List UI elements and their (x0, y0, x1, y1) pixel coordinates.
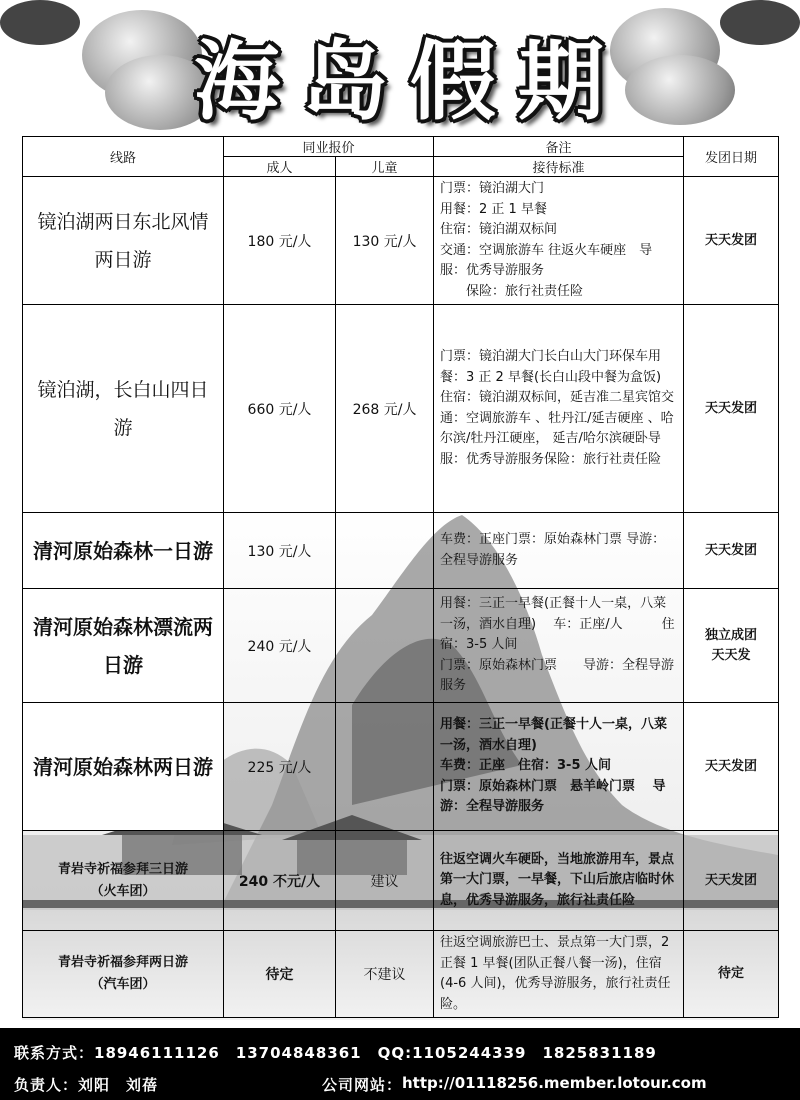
child-price (336, 589, 434, 703)
table-row (23, 305, 779, 513)
header-banner (0, 0, 800, 135)
header-notes: 接待标准 (434, 157, 684, 177)
header-route: 线路 (23, 137, 224, 177)
contact-info: 联系方式：18946111126 13704848361 QQ:1105244339 1825831189 (14, 1044, 657, 1062)
route-name: 镜泊湖两日东北风情两日游 (23, 177, 224, 305)
child-price: 不建议 (336, 931, 434, 1018)
reception-standard: 门票：镜泊湖大门 用餐：2 正 1 早餐 住宿：镜泊湖双标间 交通：空调旅游车 往返火车硬座 导服：优秀导游服务 保险：旅行社责任险 (434, 177, 684, 305)
page-title: 海岛假期 (194, 32, 626, 132)
website-link[interactable]: http://01118256.member.lotour.com (402, 1074, 707, 1092)
adult-price: 240 不元/人 (224, 831, 336, 931)
reception-standard: 门票：镜泊湖大门长白山大门环保车用餐：3 正 2 早餐(长白山段中餐为盒饭) 住宿：镜泊湖双标间，延吉准二星宾馆交通：空调旅游车 、牡丹江/延吉硬座 、哈尔滨/牡丹江硬座， 延吉/哈尔滨硬卧导服：优秀导游服务保险：旅行社责任险 (434, 305, 684, 513)
table-row (23, 513, 779, 589)
reception-standard: 车费：正座门票：原始森林门票 导游：全程导游服务 (434, 513, 684, 589)
adult-price: 180 元/人 (224, 177, 336, 305)
cloud-decoration-top-right (720, 0, 800, 45)
route-name: 青岩寺祈福参拜三日游 （火车团） (23, 831, 224, 931)
table-row (23, 931, 779, 1018)
departure-date: 天天发团 (684, 305, 779, 513)
adult-price: 130 元/人 (224, 513, 336, 589)
manager-info: 负责人：刘阳 刘蓓 (14, 1076, 159, 1094)
departure-date: 天天发团 (684, 177, 779, 305)
footer-contact-bar (0, 1028, 800, 1100)
table-row (23, 831, 779, 931)
route-name: 清河原始森林漂流两日游 (23, 589, 224, 703)
route-name: 镜泊湖，长白山四日游 (23, 305, 224, 513)
adult-price: 240 元/人 (224, 589, 336, 703)
reception-standard: 往返空调旅游巴士、景点第一大门票，2 正餐 1 早餐(团队正餐八餐一汤)，住宿(4-6 人间)，优秀导游服务，旅行社责任险。 (434, 931, 684, 1018)
adult-price: 225 元/人 (224, 703, 336, 831)
header-notes-group: 备注 (434, 137, 684, 157)
table-row (23, 177, 779, 305)
header-price-group: 同业报价 (224, 137, 434, 157)
departure-date: 独立成团 天天发 (684, 589, 779, 703)
route-name: 清河原始森林两日游 (23, 703, 224, 831)
route-name: 青岩寺祈福参拜两日游 （汽车团） (23, 931, 224, 1018)
child-price: 268 元/人 (336, 305, 434, 513)
table-row (23, 703, 779, 831)
child-price: 建议 (336, 831, 434, 931)
departure-date: 天天发团 (684, 831, 779, 931)
website-label: 公司网站： (322, 1076, 403, 1094)
reception-standard: 往返空调火车硬卧，当地旅游用车，景点第一大门票，一早餐，下山后旅店临时休息，优秀导游服务，旅行社责任险 (434, 831, 684, 931)
child-price: 130 元/人 (336, 177, 434, 305)
departure-date: 天天发团 (684, 513, 779, 589)
cloud-decoration-top-left (0, 0, 80, 45)
tour-price-table (22, 136, 779, 1018)
reception-standard: 用餐：三正一早餐(正餐十人一桌，八菜一汤，酒水自理) 车费：正座 住宿：3-5 人间 门票：原始森林门票 悬羊岭门票 导游：全程导游服务 (434, 703, 684, 831)
adult-price: 660 元/人 (224, 305, 336, 513)
departure-date: 待定 (684, 931, 779, 1018)
adult-price: 待定 (224, 931, 336, 1018)
reception-standard: 用餐：三正一早餐(正餐十人一桌，八菜一汤，酒水自理) 车：正座/人 住宿：3-5 人间 门票：原始森林门票 导游：全程导游服务 (434, 589, 684, 703)
route-name: 清河原始森林一日游 (23, 513, 224, 589)
header-child: 儿童 (336, 157, 434, 177)
child-price (336, 513, 434, 589)
departure-date: 天天发团 (684, 703, 779, 831)
child-price (336, 703, 434, 831)
table-row (23, 589, 779, 703)
header-adult: 成人 (224, 157, 336, 177)
header-departure: 发团日期 (684, 137, 779, 177)
